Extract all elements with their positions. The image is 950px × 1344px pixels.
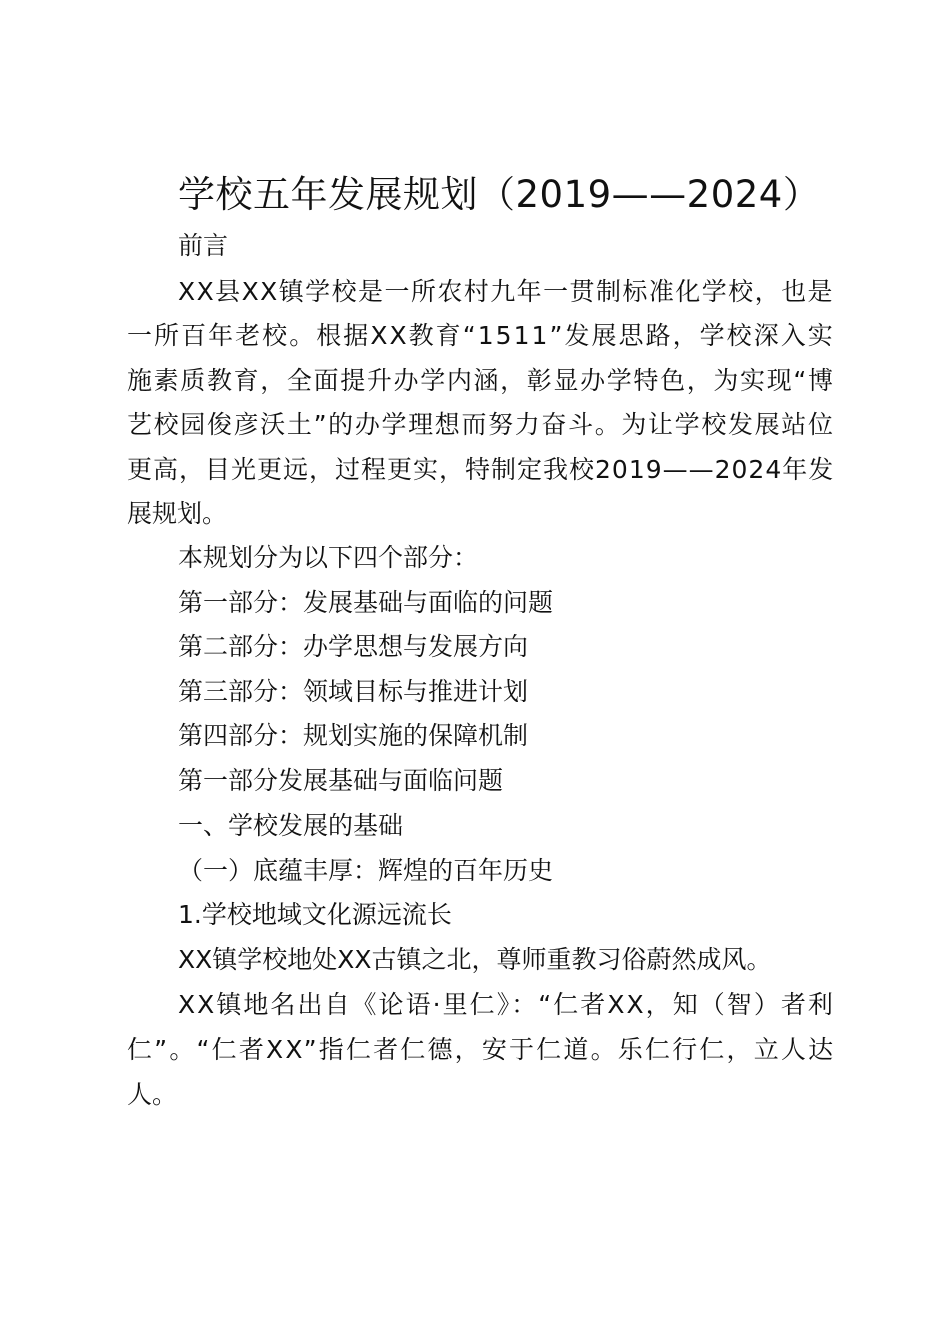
parts-intro: 本规划分为以下四个部分： <box>178 543 479 572</box>
part-item-2: 第二部分：办学思想与发展方向 <box>178 632 529 661</box>
section1-heading: 一、学校发展的基础 <box>178 811 404 840</box>
part-item-3: 第三部分：领域目标与推进计划 <box>178 677 529 706</box>
intro-line-4: 艺校园俊彦沃土”的办学理想而努力奋斗。为让学校发展站位 <box>127 410 835 439</box>
preface-heading: 前言 <box>178 231 229 260</box>
intro-line-3: 施素质教育，全面提升办学内涵，彰显办学特色，为实现“博 <box>127 366 835 395</box>
subsection1-heading: （一）底蕴丰厚：辉煌的百年历史 <box>178 856 554 885</box>
intro-line-6: 展规划。 <box>127 499 228 528</box>
part-item-1: 第一部分：发展基础与面临的问题 <box>178 588 554 617</box>
paragraph-b-line-1: XX镇地名出自《论语·里仁》：“仁者XX，知（智）者利 <box>178 990 835 1019</box>
part-item-4: 第四部分：规划实施的保障机制 <box>178 721 529 750</box>
paragraph-b-line-3: 人。 <box>127 1080 178 1109</box>
part1-heading: 第一部分发展基础与面临问题 <box>178 766 504 795</box>
document-title: 学校五年发展规划（2019——2024） <box>178 173 821 216</box>
item1-heading: 1.学校地域文化源远流长 <box>178 900 452 929</box>
intro-line-5: 更高，目光更远，过程更实，特制定我校2019——2024年发 <box>127 455 835 484</box>
paragraph-a: XX镇学校地处XX古镇之北，尊师重教习俗蔚然成风。 <box>178 945 772 974</box>
intro-line-1: XX县XX镇学校是一所农村九年一贯制标准化学校，也是 <box>178 277 834 306</box>
paragraph-b-line-2: 仁”。“仁者XX”指仁者仁德，安于仁道。乐仁行仁，立人达 <box>127 1035 836 1064</box>
intro-line-2: 一所百年老校。根据XX教育“1511”发展思路，学校深入实 <box>127 321 835 350</box>
